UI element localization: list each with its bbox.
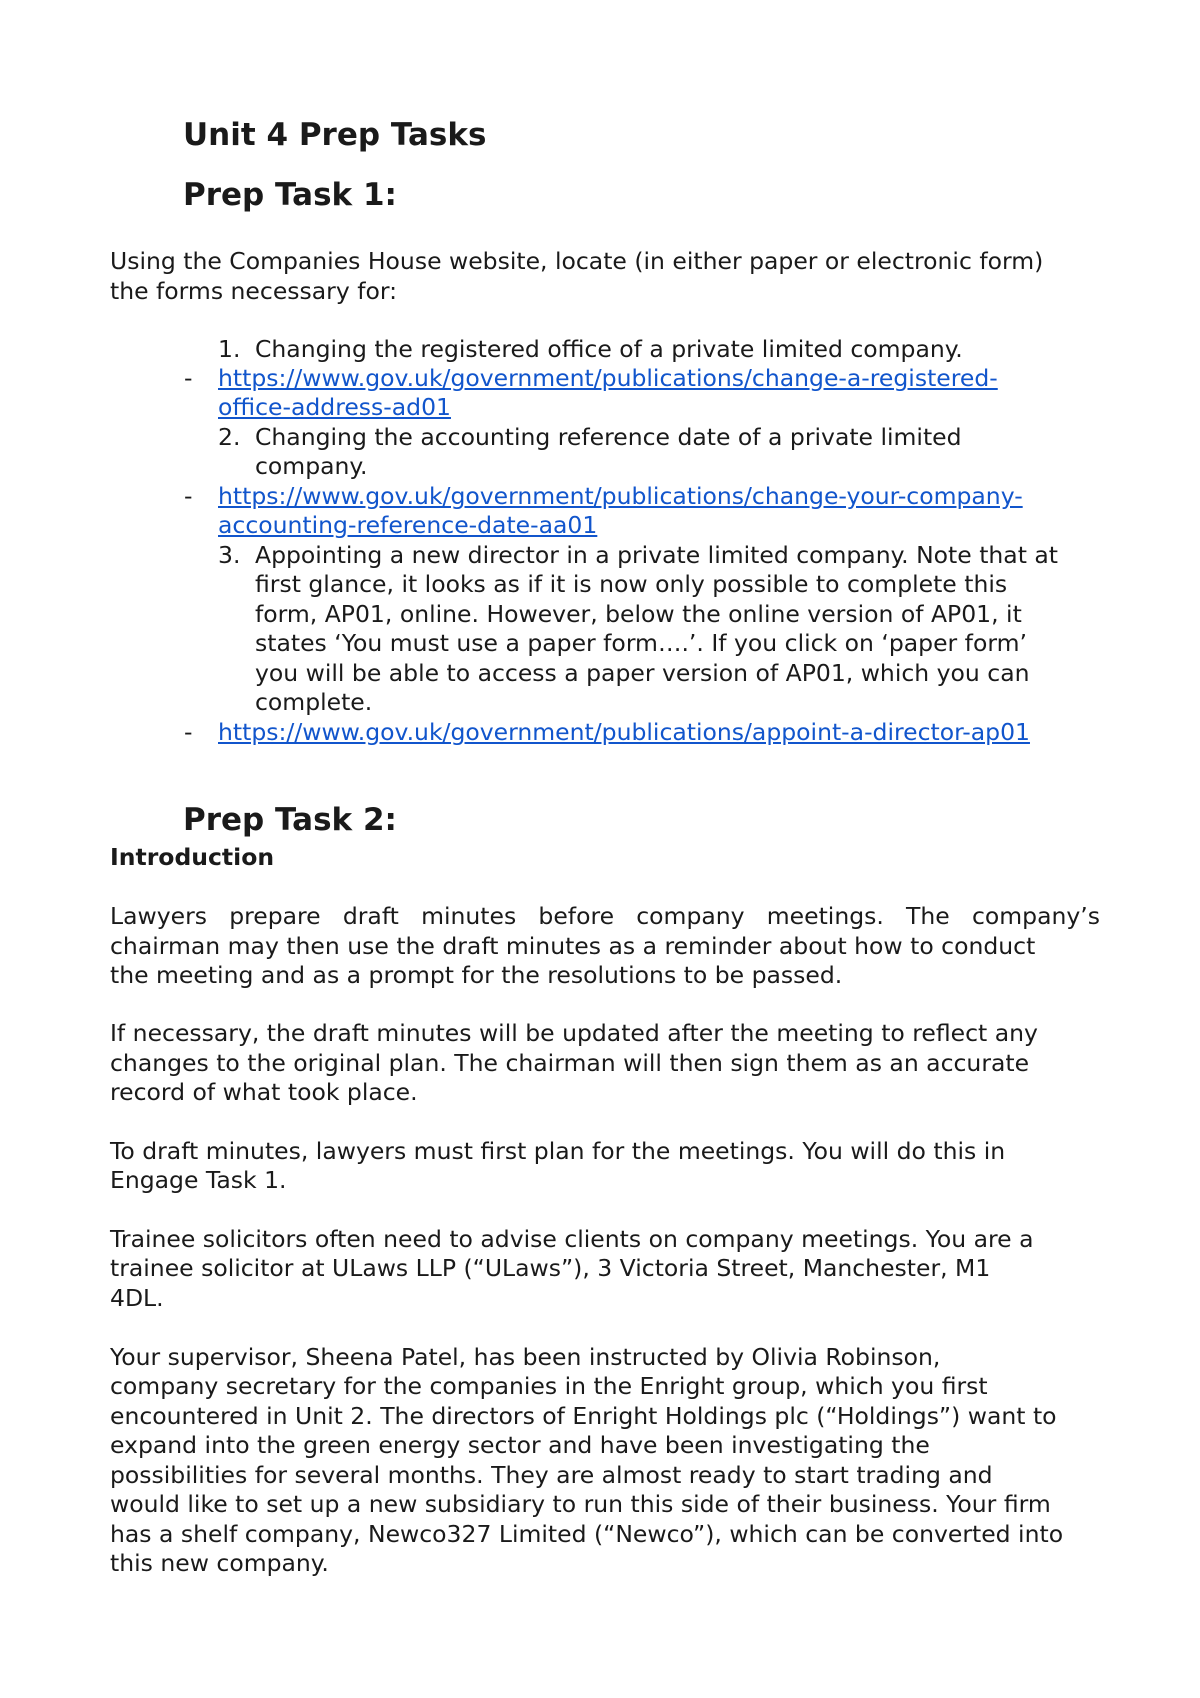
aa01-link[interactable]: accounting-reference-date-aa01 <box>218 511 598 539</box>
paragraph-line: encountered in Unit 2. The directors of Enright Holdings plc (“Holdings”) want to <box>110 1402 1057 1430</box>
list-dash: - <box>184 718 193 746</box>
list-dash: - <box>184 482 193 510</box>
paragraph-line: this new company. <box>110 1549 329 1577</box>
paragraph-line: To draft minutes, lawyers must first plan for the meetings. You will do this in <box>110 1137 1006 1165</box>
ad01-link[interactable]: office-address-ad01 <box>218 393 451 421</box>
list-item-text: you will be able to access a paper version of AP01, which you can <box>255 659 1030 687</box>
paragraph-line: the meeting and as a prompt for the resolutions to be passed. <box>110 961 843 989</box>
list-dash: - <box>184 364 193 392</box>
list-item-text: first glance, it looks as if it is now only possible to complete this <box>255 570 1008 598</box>
paragraph-line: If necessary, the draft minutes will be updated after the meeting to reflect any <box>110 1019 1038 1047</box>
task1-heading: Prep Task 1: <box>183 177 397 213</box>
paragraph-line: Your supervisor, Sheena Patel, has been instructed by Olivia Robinson, <box>110 1343 941 1371</box>
paragraph-line: 4DL. <box>110 1284 164 1312</box>
list-item-text: states ‘You must use a paper form….’. If you click on ‘paper form’ <box>255 629 1027 657</box>
paragraph-line: Lawyers prepare draft minutes before company meetings. The company’s <box>110 902 1100 930</box>
list-item-text: Changing the accounting reference date of a private limited <box>255 423 962 451</box>
list-item-text: Changing the registered office of a private limited company. <box>255 335 963 363</box>
paragraph-line: would like to set up a new subsidiary to run this side of their business. Your firm <box>110 1490 1051 1518</box>
list-number: 3. <box>218 541 241 569</box>
paragraph-line: company secretary for the companies in the Enright group, which you first <box>110 1372 988 1400</box>
ad01-link[interactable]: https://www.gov.uk/government/publications/change-a-registered- <box>218 364 998 392</box>
paragraph-line: Trainee solicitors often need to advise clients on company meetings. You are a <box>110 1225 1034 1253</box>
task1-intro-line: the forms necessary for: <box>110 277 398 305</box>
paragraph-line: has a shelf company, Newco327 Limited (“Newco”), which can be converted into <box>110 1520 1064 1548</box>
list-number: 2. <box>218 423 241 451</box>
ap01-link[interactable]: https://www.gov.uk/government/publications/appoint-a-director-ap01 <box>218 718 1030 746</box>
paragraph-line: possibilities for several months. They are almost ready to start trading and <box>110 1461 993 1489</box>
paragraph-line: changes to the original plan. The chairman will then sign them as an accurate <box>110 1049 1030 1077</box>
task2-heading: Prep Task 2: <box>183 802 397 838</box>
list-item-text: Appointing a new director in a private limited company. Note that at <box>255 541 1059 569</box>
paragraph-line: record of what took place. <box>110 1078 418 1106</box>
paragraph-line: Engage Task 1. <box>110 1166 287 1194</box>
list-item-text: company. <box>255 452 368 480</box>
aa01-link[interactable]: https://www.gov.uk/government/publications/change-your-company- <box>218 482 1023 510</box>
task2-subheading: Introduction <box>110 843 275 871</box>
page-title: Unit 4 Prep Tasks <box>183 117 487 153</box>
list-number: 1. <box>218 335 241 363</box>
list-item-text: form, AP01, online. However, below the online version of AP01, it <box>255 600 1022 628</box>
paragraph-line: expand into the green energy sector and have been investigating the <box>110 1431 930 1459</box>
list-item-text: complete. <box>255 688 373 716</box>
paragraph-line: trainee solicitor at ULaws LLP (“ULaws”), 3 Victoria Street, Manchester, M1 <box>110 1254 991 1282</box>
task1-intro-line: Using the Companies House website, locate (in either paper or electronic form) <box>110 247 1044 275</box>
paragraph-line: chairman may then use the draft minutes as a reminder about how to conduct <box>110 932 1036 960</box>
